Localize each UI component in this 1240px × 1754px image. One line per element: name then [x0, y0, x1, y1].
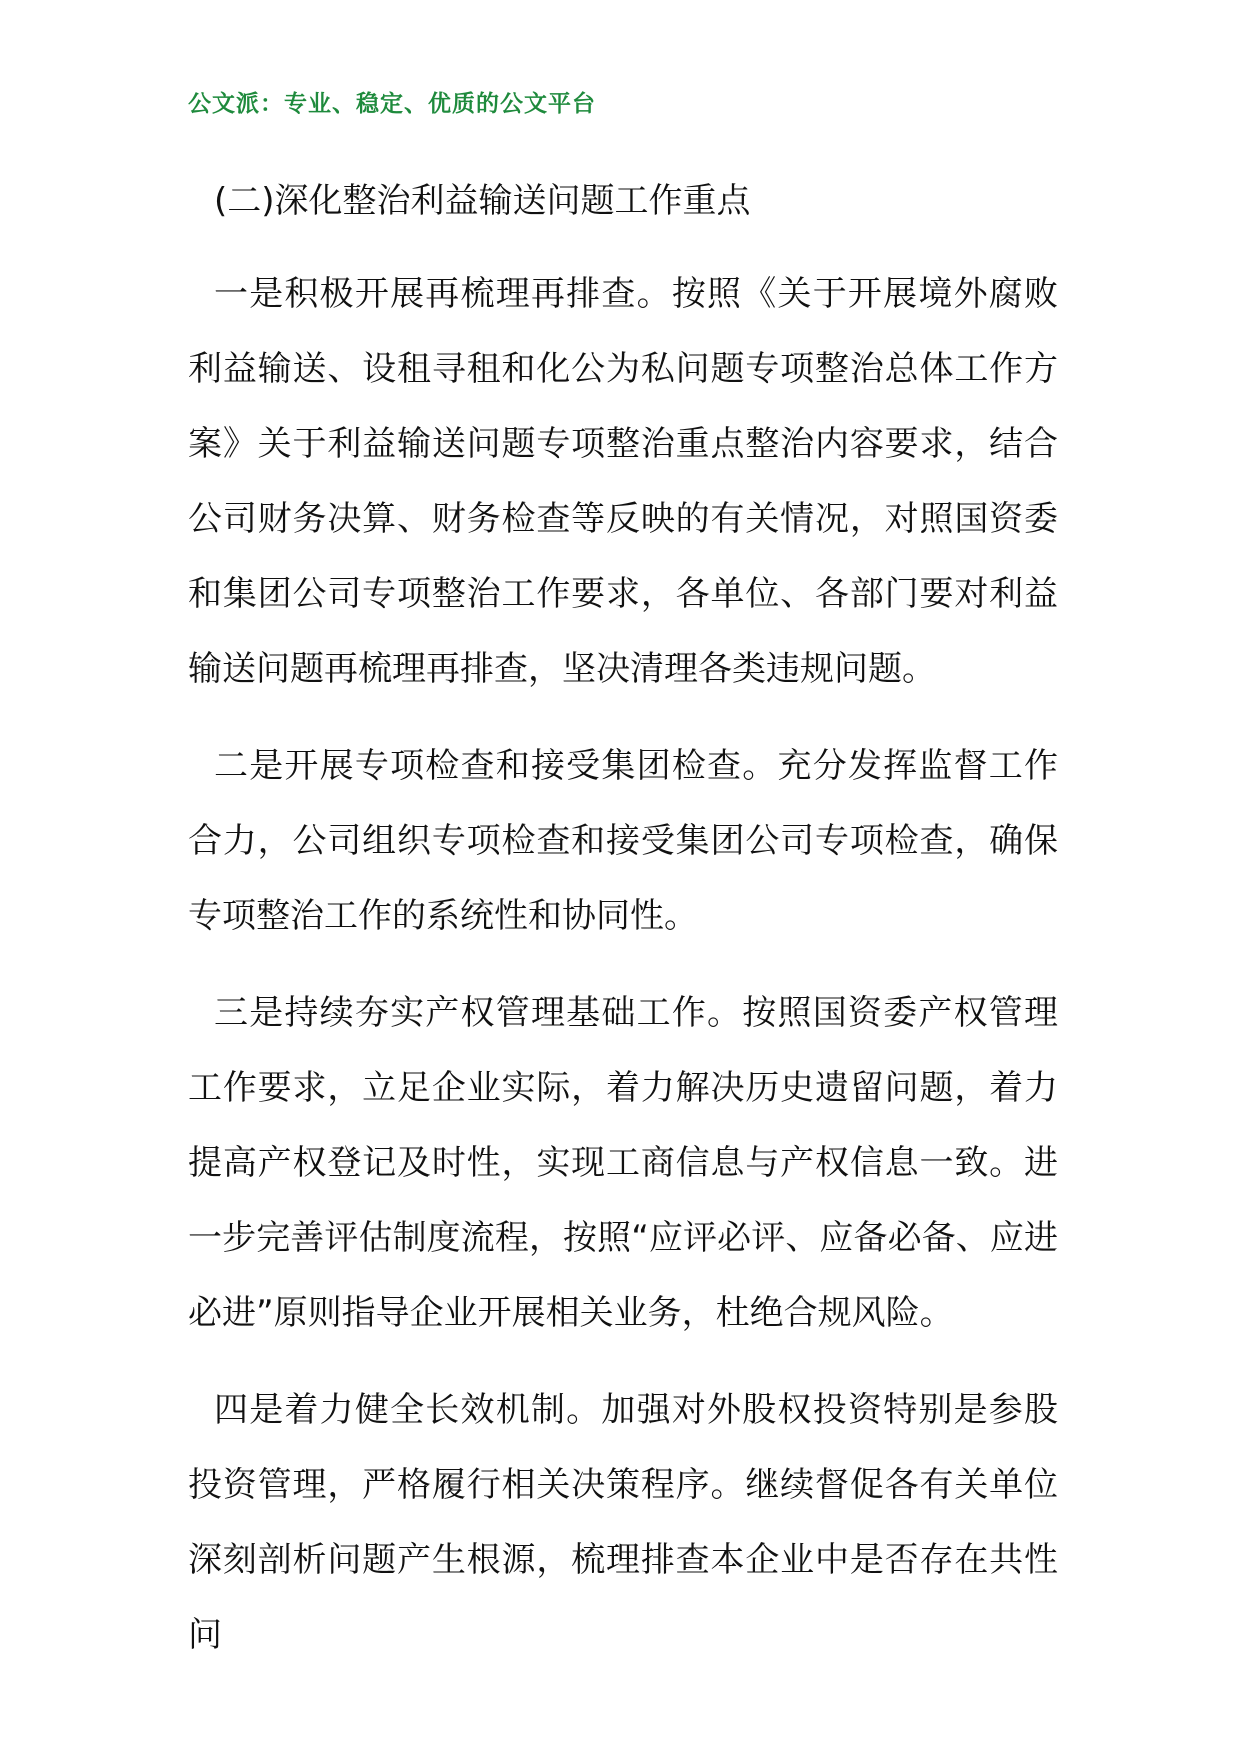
- paragraph-4: 四是着力健全长效机制。加强对外股权投资特别是参股投资管理，严格履行相关决策程序。继续督促各有关单位深刻剖析问题产生根源，梳理排查本企业中是否存在共性问: [188, 1390, 1058, 1655]
- paragraph-3: 三是持续夯实产权管理基础工作。按照国资委产权管理工作要求，立足企业实际，着力解决历史遗留问题，着力提高产权登记及时性，实现工商信息与产权信息一致。进一步完善评估制度流程，按照“应评必评、应备必备、应进必进”原则指导企业开展相关业务，杜绝合规风险。: [188, 993, 1058, 1333]
- document-body: [188, 164, 1058, 1695]
- header-banner: 公文派：专业、稳定、优质的公文平台: [188, 91, 596, 117]
- paragraph-1: 一是积极开展再梳理再排查。按照《关于开展境外腐败利益输送、设租寻租和化公为私问题专项整治总体工作方案》关于利益输送问题专项整治重点整治内容要求，结合公司财务决算、财务检查等反映的有关情况，对照国资委和集团公司专项整治工作要求，各单位、各部门要对利益输送问题再梳理再排查，坚决清理各类违规问题。: [188, 274, 1058, 689]
- section-heading: (二)深化整治利益输送问题工作重点: [214, 181, 751, 221]
- paragraph-2: 二是开展专项检查和接受集团检查。充分发挥监督工作合力，公司组织专项检查和接受集团公司专项检查，确保专项整治工作的系统性和协同性。: [188, 746, 1058, 936]
